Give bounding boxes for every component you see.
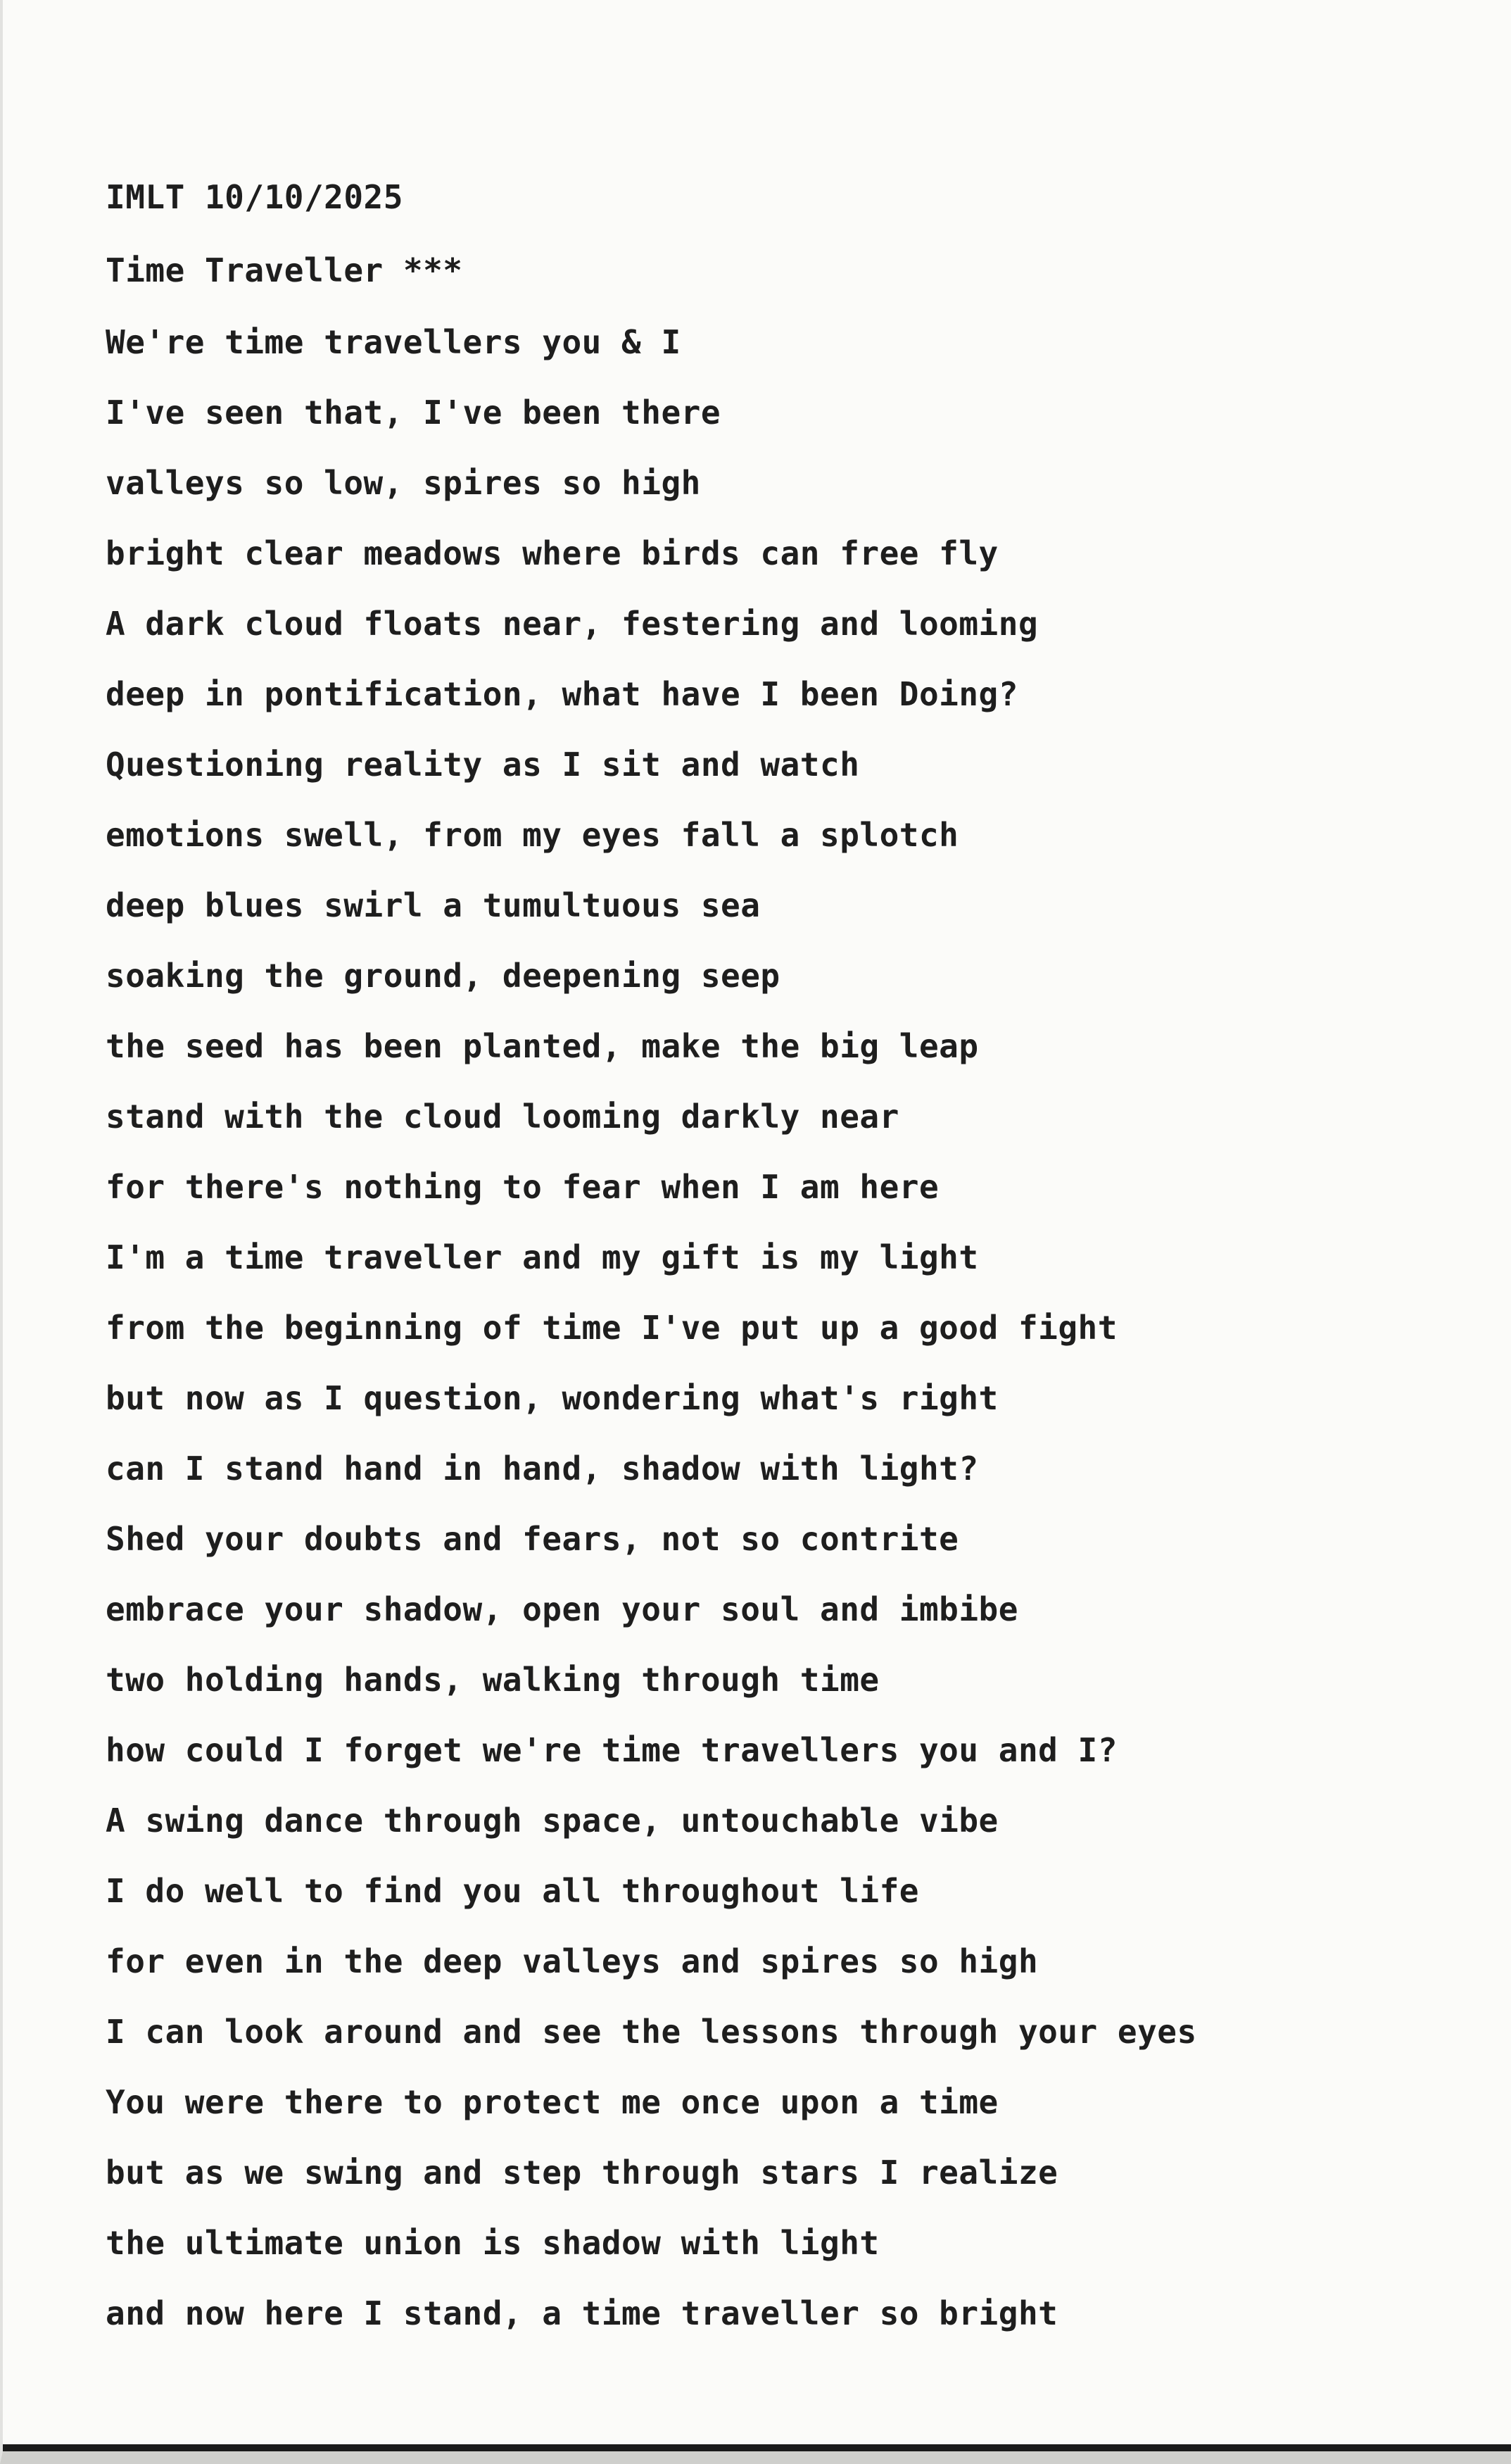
poem-line: for there's nothing to fear when I am here	[106, 1168, 940, 1206]
poem-line: how could I forget we're time travellers you and I?	[106, 1731, 1118, 1769]
poem-line: the seed has been planted, make the big leap	[106, 1027, 979, 1065]
poem-line: soaking the ground, deepening seep	[106, 957, 780, 995]
poem-line: We're time travellers you & I	[106, 323, 681, 361]
poem-text	[106, 161, 1443, 2349]
poem-line: bright clear meadows where birds can free fly	[106, 534, 999, 572]
poem-line: A swing dance through space, untouchable vibe	[106, 1802, 999, 1840]
poem-title: Time Traveller ***	[106, 251, 463, 289]
poem-line: A dark cloud floats near, festering and looming	[106, 605, 1039, 643]
poem-line: I can look around and see the lessons through your eyes	[106, 2013, 1197, 2051]
poem-line: deep blues swirl a tumultuous sea	[106, 886, 761, 924]
poem-line: and now here I stand, a time traveller so bright	[106, 2294, 1058, 2332]
poem-line: You were there to protect me once upon a time	[106, 2083, 999, 2121]
poem-line: stand with the cloud looming darkly near	[106, 1098, 899, 1136]
poem-line: for even in the deep valleys and spires so high	[106, 1942, 1039, 1980]
poem-line: but now as I question, wondering what's right	[106, 1379, 999, 1417]
poem-line: Questioning reality as I sit and watch	[106, 746, 860, 784]
poem-line: can I stand hand in hand, shadow with light?	[106, 1450, 979, 1488]
poem-line: embrace your shadow, open your soul and imbibe	[106, 1590, 1018, 1628]
poem-line: I'm a time traveller and my gift is my light	[106, 1238, 979, 1276]
poem-line: valleys so low, spires so high	[106, 464, 701, 502]
poem-line: deep in pontification, what have I been Doing?	[106, 675, 1018, 713]
poem-line: the ultimate union is shadow with light	[106, 2224, 880, 2262]
document-header: IMLT 10/10/2025	[106, 178, 403, 216]
poem-line: two holding hands, walking through time	[106, 1661, 880, 1699]
poem-line: Shed your doubts and fears, not so contrite	[106, 1520, 959, 1558]
poem-line: but as we swing and step through stars I realize	[106, 2154, 1058, 2192]
poem-line: from the beginning of time I've put up a good fight	[106, 1309, 1118, 1347]
poem-line: I do well to find you all throughout life	[106, 1872, 919, 1910]
poem-line: I've seen that, I've been there	[106, 394, 721, 432]
poem-line: emotions swell, from my eyes fall a splotch	[106, 816, 959, 854]
